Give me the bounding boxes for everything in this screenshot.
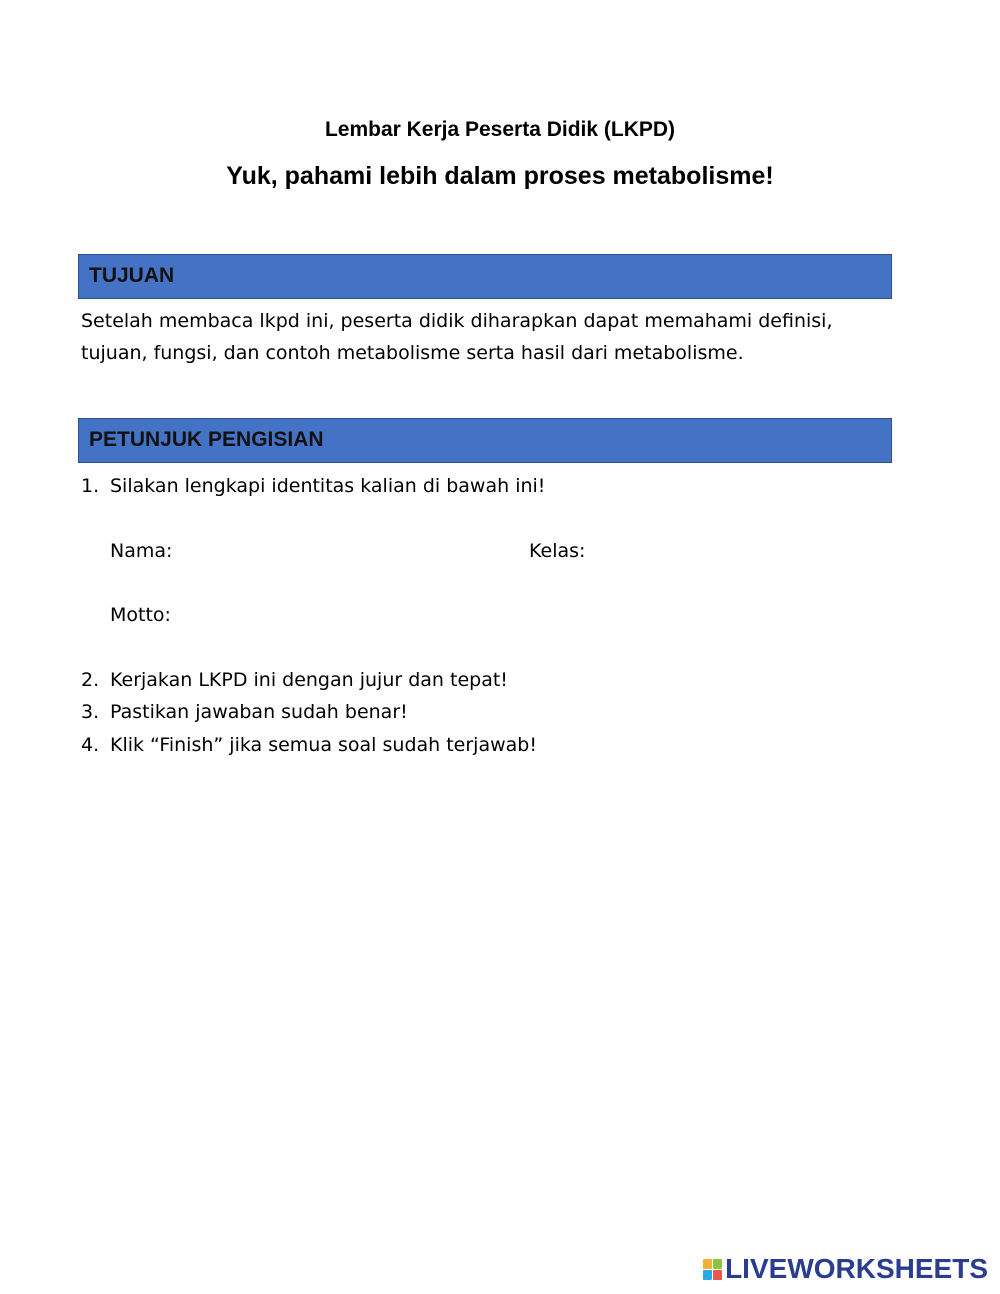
- brand-name: LIVEWORKSHEETS: [725, 1253, 988, 1284]
- section-header-petunjuk: PETUNJUK PENGISIAN: [78, 418, 892, 463]
- worksheet-title: Yuk, pahami lebih dalam proses metabolisme!: [226, 162, 774, 190]
- nama-label: Nama:: [110, 540, 173, 562]
- instruction-text: Kerjakan LKPD ini dengan jujur dan tepat!: [110, 669, 508, 691]
- instruction-text: Silakan lengkapi identitas kalian di bawah ini!: [110, 475, 546, 497]
- instruction-number: 1.: [81, 475, 100, 497]
- instruction-number: 3.: [81, 701, 100, 723]
- instruction-item-2: [81, 664, 508, 696]
- tujuan-text: Setelah membaca lkpd ini, peserta didik diharapkan dapat memahami definisi, tujuan, fungsi, dan contoh metabolisme serta hasil dari metabolisme.: [81, 310, 833, 364]
- worksheet-subtitle: Lembar Kerja Peserta Didik (LKPD): [324, 118, 676, 141]
- motto-label: Motto:: [110, 604, 171, 626]
- instruction-item-4: [81, 729, 537, 761]
- kelas-label: Kelas:: [529, 540, 586, 562]
- instruction-number: 2.: [81, 669, 100, 691]
- instruction-item-1: [81, 470, 545, 502]
- section-header-tujuan: TUJUAN: [78, 254, 892, 299]
- instruction-text: Pastikan jawaban sudah benar!: [110, 701, 408, 723]
- liveworksheets-brand[interactable]: [703, 1252, 988, 1286]
- instruction-item-3: [81, 696, 408, 728]
- instruction-text: Klik “Finish” jika semua soal sudah terjawab!: [110, 734, 537, 756]
- instruction-number: 4.: [81, 734, 100, 756]
- liveworksheets-logo-icon: [703, 1259, 722, 1280]
